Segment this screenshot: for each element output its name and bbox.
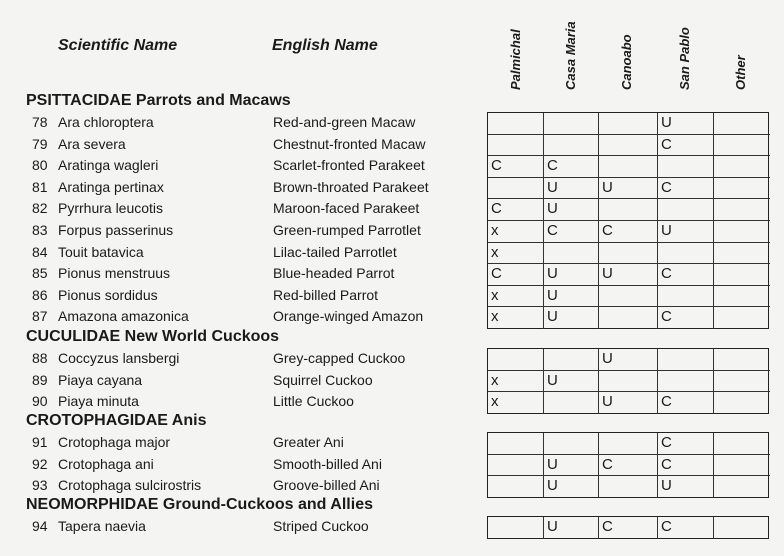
english-name: Greater Ani (273, 434, 344, 450)
status-cell-san-pablo: U (658, 476, 714, 498)
species-row (0, 285, 784, 307)
status-cell-palmichal: x (488, 371, 544, 393)
status-cell-canoabo: C (599, 517, 658, 539)
scientific-name: Aratinga wagleri (58, 157, 159, 174)
column-header-casa-maria: Casa Maria (563, 21, 578, 90)
status-cell-casa-maria: U (544, 476, 599, 498)
status-cell-palmichal: x (488, 286, 544, 308)
family-heading: PSITTACIDAE Parrots and Macaws (26, 92, 291, 109)
status-cell-palmichal: x (488, 221, 544, 243)
status-cell-san-pablo: C (658, 455, 714, 477)
column-header-other: Other (733, 55, 748, 90)
status-cell-casa-maria: U (544, 455, 599, 477)
status-cell-casa-maria: U (544, 264, 599, 286)
family-heading: NEOMORPHIDAE Ground-Cuckoos and Allies (26, 496, 373, 513)
status-cell-san-pablo: C (658, 392, 714, 414)
species-row (0, 306, 784, 328)
species-number: 83 (32, 222, 48, 238)
status-cell-casa-maria: C (544, 156, 599, 178)
status-cell-casa-maria: U (544, 286, 599, 308)
species-row (0, 432, 784, 454)
status-cell-san-pablo: C (658, 178, 714, 200)
species-row (0, 370, 784, 392)
species-number: 78 (32, 114, 48, 130)
species-number: 86 (32, 286, 48, 303)
english-name: Scarlet-fronted Parakeet (273, 157, 425, 174)
scientific-name: Forpus passerinus (58, 222, 174, 238)
species-number: 81 (32, 178, 48, 195)
header-scientific-name: Scientific Name (58, 37, 178, 54)
status-cell-san-pablo: C (658, 517, 714, 539)
species-row (0, 263, 784, 285)
status-cell-casa-maria: U (544, 371, 599, 393)
status-cell-casa-maria: U (544, 199, 599, 221)
status-cell-canoabo: U (599, 264, 658, 286)
scientific-name: Pyrrhura leucotis (58, 200, 164, 217)
scientific-name: Crotophaga ani (58, 455, 154, 472)
scientific-name: Pionus menstruus (58, 265, 171, 282)
status-cell-palmichal: C (488, 156, 544, 178)
header-english-name: English Name (272, 37, 378, 54)
species-row (0, 198, 784, 220)
english-name: Maroon-faced Parakeet (273, 200, 420, 217)
status-cell-casa-maria: C (544, 221, 599, 243)
english-name: Squirrel Cuckoo (273, 371, 373, 388)
scientific-name: Crotophaga sulcirostris (58, 477, 202, 494)
species-number: 88 (32, 350, 48, 366)
english-name: Green-rumped Parrotlet (273, 222, 421, 238)
status-cell-san-pablo: C (658, 433, 714, 455)
species-number: 85 (32, 265, 48, 282)
status-cell-casa-maria: U (544, 517, 599, 539)
family-heading: CUCULIDAE New World Cuckoos (26, 328, 280, 345)
column-header-palmichal: Palmichal (508, 29, 523, 90)
status-cell-canoabo: U (599, 349, 658, 371)
english-name: Groove-billed Ani (273, 477, 380, 494)
family-heading: CROTOPHAGIDAE Anis (26, 412, 207, 429)
species-row (0, 516, 784, 538)
species-row (0, 242, 784, 264)
english-name: Red-and-green Macaw (273, 114, 416, 130)
species-row (0, 348, 784, 370)
species-number: 87 (32, 308, 48, 325)
english-name: Chestnut-fronted Macaw (273, 135, 426, 152)
species-number: 90 (32, 393, 48, 410)
status-cell-palmichal: C (488, 199, 544, 221)
status-cell-canoabo: C (599, 221, 658, 243)
species-row (0, 177, 784, 199)
species-number: 92 (32, 455, 48, 472)
status-cell-san-pablo: U (658, 221, 714, 243)
species-number: 94 (32, 518, 48, 534)
species-row (0, 134, 784, 156)
scientific-name: Tapera naevia (58, 518, 146, 534)
status-cell-canoabo: U (599, 178, 658, 200)
english-name: Little Cuckoo (273, 393, 354, 410)
scientific-name: Ara chloroptera (58, 114, 154, 130)
scientific-name: Piaya cayana (58, 371, 143, 388)
scientific-name: Coccyzus lansbergi (58, 350, 180, 366)
column-header-canoabo: Canoabo (619, 34, 634, 90)
species-number: 79 (32, 135, 48, 152)
status-cell-canoabo: U (599, 392, 658, 414)
species-row (0, 391, 784, 413)
status-cell-casa-maria: U (544, 178, 599, 200)
scientific-name: Amazona amazonica (58, 308, 189, 325)
status-cell-san-pablo: U (658, 113, 714, 135)
english-name: Striped Cuckoo (273, 518, 369, 534)
scientific-name: Aratinga pertinax (58, 178, 164, 195)
species-row (0, 454, 784, 476)
scientific-name: Crotophaga major (58, 434, 171, 450)
species-row (0, 475, 784, 497)
scientific-name: Ara severa (58, 135, 126, 152)
species-row (0, 112, 784, 134)
english-name: Orange-winged Amazon (273, 308, 424, 325)
species-number: 82 (32, 200, 48, 217)
species-row (0, 220, 784, 242)
species-number: 89 (32, 371, 48, 388)
status-cell-palmichal: x (488, 392, 544, 414)
status-cell-palmichal: x (488, 243, 544, 265)
status-cell-palmichal: x (488, 307, 544, 329)
status-cell-san-pablo: C (658, 307, 714, 329)
column-header-san-pablo: San Pablo (677, 27, 692, 90)
english-name: Brown-throated Parakeet (273, 178, 429, 195)
english-name: Red-billed Parrot (273, 286, 379, 303)
status-cell-san-pablo: C (658, 264, 714, 286)
scientific-name: Pionus sordidus (58, 286, 158, 303)
status-cell-canoabo: C (599, 455, 658, 477)
english-name: Lilac-tailed Parrotlet (273, 243, 397, 260)
status-cell-san-pablo: C (658, 135, 714, 157)
species-number: 84 (32, 243, 48, 260)
species-number: 93 (32, 477, 48, 494)
status-cell-palmichal: C (488, 264, 544, 286)
species-number: 80 (32, 157, 48, 174)
scientific-name: Touit batavica (58, 243, 144, 260)
english-name: Grey-capped Cuckoo (273, 350, 406, 366)
scientific-name: Piaya minuta (58, 393, 139, 410)
species-number: 91 (32, 434, 48, 450)
species-row (0, 155, 784, 177)
english-name: Blue-headed Parrot (273, 265, 395, 282)
status-cell-casa-maria: U (544, 307, 599, 329)
english-name: Smooth-billed Ani (273, 455, 382, 472)
